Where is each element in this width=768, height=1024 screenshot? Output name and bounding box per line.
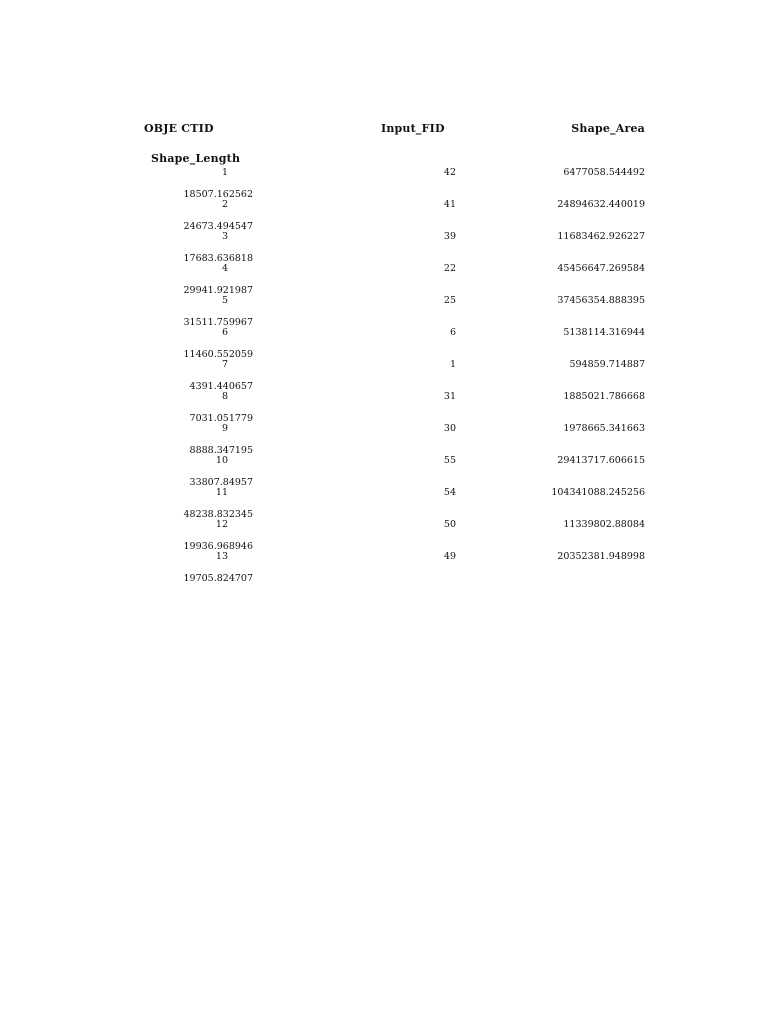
table-row — [0, 231, 768, 263]
table-row — [0, 487, 768, 519]
cell-shape-length: 7031.051779 — [189, 413, 253, 424]
cell-input-fid: 39 — [443, 231, 456, 242]
cell-input-fid: 6 — [449, 327, 456, 338]
cell-shape-length: 18507.162562 — [183, 189, 253, 200]
cell-objectid: 5 — [221, 295, 228, 306]
table-row — [0, 263, 768, 295]
cell-input-fid: 50 — [443, 519, 456, 530]
cell-input-fid: 41 — [443, 199, 456, 210]
cell-shape-length: 19705.824707 — [183, 573, 253, 584]
header-shape-length: Shape_Length — [151, 152, 241, 165]
table-row — [0, 327, 768, 359]
cell-shape-length: 24673.494547 — [183, 221, 253, 232]
cell-shape-area: 104341088.245256 — [551, 487, 645, 498]
table-row — [0, 295, 768, 327]
table-row — [0, 519, 768, 551]
cell-shape-length: 31511.759967 — [183, 317, 253, 328]
header-input-fid: Input_FID — [381, 122, 445, 135]
cell-shape-area: 45456647.269584 — [557, 263, 645, 274]
cell-shape-length: 48238.832345 — [183, 509, 253, 520]
cell-shape-length: 29941.921987 — [183, 285, 253, 296]
cell-objectid: 12 — [215, 519, 228, 530]
table-row — [0, 551, 768, 583]
cell-objectid: 2 — [221, 199, 228, 210]
cell-objectid: 11 — [215, 487, 228, 498]
cell-shape-area: 37456354.888395 — [557, 295, 645, 306]
cell-shape-area: 20352381.948998 — [557, 551, 645, 562]
cell-objectid: 7 — [221, 359, 228, 370]
cell-shape-area: 29413717.606615 — [557, 455, 645, 466]
cell-objectid: 1 — [221, 167, 228, 178]
cell-shape-length: 33807.84957 — [189, 477, 253, 488]
cell-objectid: 10 — [215, 455, 228, 466]
cell-input-fid: 49 — [443, 551, 456, 562]
cell-input-fid: 42 — [443, 167, 456, 178]
header-shape-area: Shape_Area — [571, 122, 645, 135]
cell-input-fid: 22 — [443, 263, 456, 274]
cell-shape-area: 5138114.316944 — [563, 327, 645, 338]
cell-shape-area: 1885021.786668 — [563, 391, 645, 402]
cell-input-fid: 54 — [443, 487, 456, 498]
table-row — [0, 391, 768, 423]
cell-objectid: 9 — [221, 423, 228, 434]
cell-shape-area: 11339802.88084 — [563, 519, 645, 530]
cell-input-fid: 1 — [449, 359, 456, 370]
cell-shape-area: 24894632.440019 — [557, 199, 645, 210]
cell-objectid: 13 — [215, 551, 228, 562]
table-body — [0, 167, 768, 583]
cell-input-fid: 25 — [443, 295, 456, 306]
cell-input-fid: 55 — [443, 455, 456, 466]
cell-shape-area: 594859.714887 — [569, 359, 645, 370]
table-row — [0, 199, 768, 231]
cell-shape-length: 11460.552059 — [183, 349, 253, 360]
cell-input-fid: 30 — [443, 423, 456, 434]
cell-shape-area: 6477058.544492 — [563, 167, 645, 178]
cell-shape-length: 17683.636818 — [183, 253, 253, 264]
table-row — [0, 167, 768, 199]
cell-shape-length: 8888.347195 — [189, 445, 253, 456]
cell-objectid: 6 — [221, 327, 228, 338]
cell-shape-length: 19936.968946 — [183, 541, 253, 552]
table-row — [0, 359, 768, 391]
table-row — [0, 455, 768, 487]
cell-objectid: 3 — [221, 231, 228, 242]
table-row — [0, 423, 768, 455]
cell-input-fid: 31 — [443, 391, 456, 402]
header-objectid: OBJE CTID — [144, 122, 214, 135]
cell-shape-area: 1978665.341663 — [563, 423, 645, 434]
cell-objectid: 4 — [221, 263, 228, 274]
cell-objectid: 8 — [221, 391, 228, 402]
cell-shape-length: 4391.440657 — [189, 381, 253, 392]
cell-shape-area: 11683462.926227 — [557, 231, 645, 242]
